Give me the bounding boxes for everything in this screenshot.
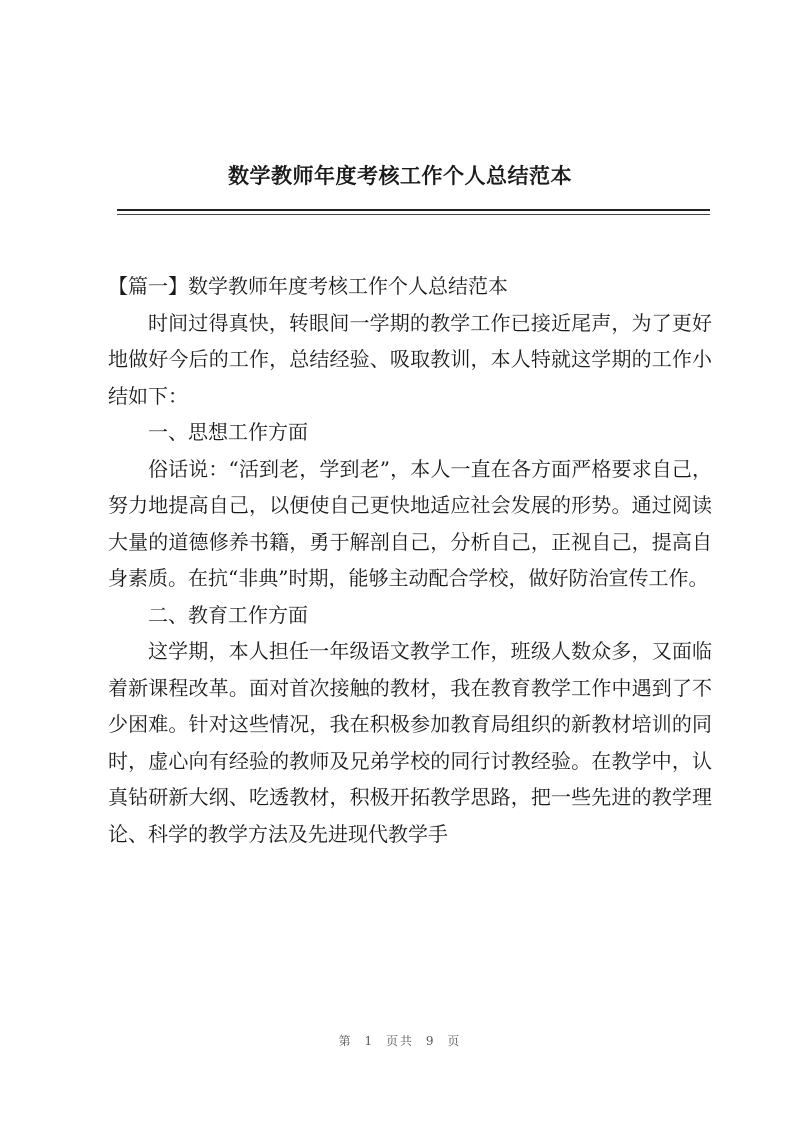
- footer-prefix: 第: [338, 1034, 353, 1048]
- footer-suffix: 页: [447, 1034, 462, 1048]
- subsection-heading: 一、思想工作方面: [148, 420, 308, 444]
- document-body: [108, 268, 712, 852]
- total-pages-number: 9: [425, 1034, 436, 1048]
- footer-mid: 页共: [385, 1034, 414, 1048]
- body-paragraph: 这学期，本人担任一年级语文教学工作，班级人数众多，又面临着新课程改革。面对首次接触的教材，我在教育教学工作中遇到了不少困难。针对这些情况，我在积极参加教育局组织的新教材培训的同时，虚心向有经验的教师及兄弟学校的同行讨教经验。在教学中，认真钻研新大纲、吃透教材，积极开拓教学思路，把一些先进的教学理论、科学的教学方法及先进现代教学手: [108, 639, 712, 846]
- body-paragraph: 时间过得真快，转眼间一学期的教学工作已接近尾声，为了更好地做好今后的工作，总结经验、吸取教训，本人特就这学期的工作小结如下：: [108, 310, 712, 408]
- section-heading: 【篇一】数学教师年度考核工作个人总结范本: [108, 274, 508, 298]
- page-title: 数学教师年度考核工作个人总结范本: [228, 164, 572, 188]
- current-page-number: 1: [364, 1034, 375, 1048]
- body-paragraph: 俗话说：“活到老，学到老”，本人一直在各方面严格要求自己，努力地提高自己，以便使自己更快地适应社会发展的形势。通过阅读大量的道德修养书籍，勇于解剖自己，分析自己，正视自己，提高自身素质。在抗“非典”时期，能够主动配合学校，做好防治宣传工作。: [108, 456, 712, 590]
- page-footer: [0, 1032, 800, 1049]
- subsection-heading: 二、教育工作方面: [148, 602, 308, 627]
- title-divider-thin: [117, 214, 710, 215]
- title-divider: [117, 209, 710, 211]
